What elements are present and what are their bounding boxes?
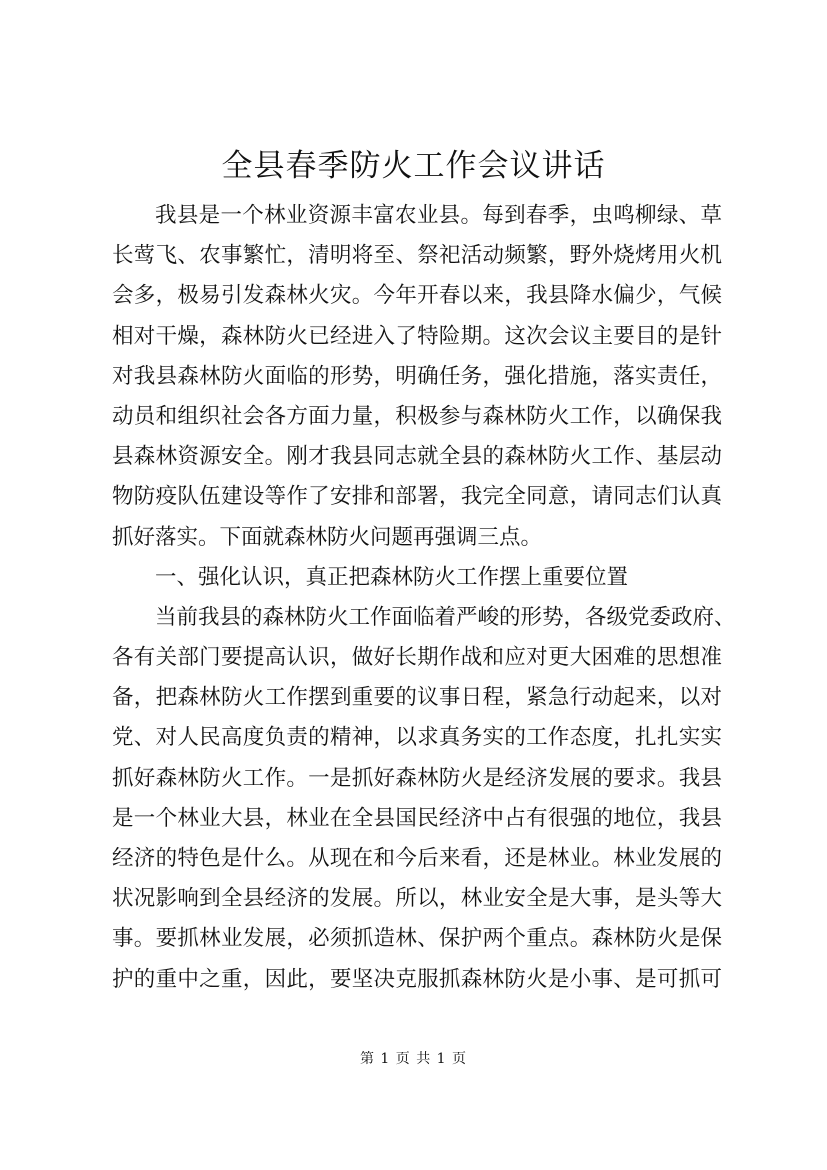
paragraph-line: 对我县森林防火面临的形势，明确任务，强化措施，落实责任， xyxy=(112,363,722,389)
paragraph-line: 动员和组织社会各方面力量，积极参与森林防火工作，以确保我 xyxy=(112,403,722,429)
paragraph-line: 相对干燥，森林防火已经进入了特险期。这次会议主要目的是针 xyxy=(112,323,722,349)
paragraph-line: 护的重中之重，因此，要坚决克服抓森林防火是小事、是可抓可 xyxy=(112,966,722,992)
paragraph-line: 党、对人民高度负责的精神，以求真务实的工作态度，扎扎实实 xyxy=(112,725,722,751)
paragraph-line: 经济的特色是什么。从现在和今后来看，还是林业。林业发展的 xyxy=(112,846,722,871)
paragraph-line: 抓好森林防火工作。一是抓好森林防火是经济发展的要求。我县 xyxy=(112,765,722,791)
document-title: 全县春季防火工作会议讲话 xyxy=(221,148,606,184)
document-body xyxy=(112,196,736,1000)
paragraph-line: 长莺飞、农事繁忙，清明将至、祭祀活动频繁，野外烧烤用火机 xyxy=(112,243,722,269)
paragraph-line: 当前我县的森林防火工作面临着严峻的形势，各级党委政府、 xyxy=(155,604,736,630)
paragraph-line: 是一个林业大县，林业在全县国民经济中占有很强的地位，我县 xyxy=(112,805,722,831)
paragraph-line: 县森林资源安全。刚才我县同志就全县的森林防火工作、基层动 xyxy=(112,444,722,470)
paragraph-line: 备，把森林防火工作摆到重要的议事日程，紧急行动起来，以对 xyxy=(112,685,722,711)
paragraph-line: 事。要抓林业发展，必须抓造林、保护两个重点。森林防火是保 xyxy=(112,926,722,952)
page-number-footer: 第 1 页 共 1 页 xyxy=(359,1051,468,1067)
paragraph-line: 各有关部门要提高认识，做好长期作战和应对更大困难的思想准 xyxy=(112,645,722,671)
paragraph-line: 抓好落实。下面就森林防火问题再强调三点。 xyxy=(112,524,543,550)
paragraph-line: 状况影响到全县经济的发展。所以，林业安全是大事，是头等大 xyxy=(112,886,722,912)
section-heading: 一、强化认识，真正把森林防火工作摆上重要位置 xyxy=(155,564,629,590)
paragraph-line: 会多，极易引发森林火灾。今年开春以来，我县降水偏少，气候 xyxy=(112,283,722,309)
paragraph-line: 物防疫队伍建设等作了安排和部署，我完全同意，请同志们认真 xyxy=(112,484,722,510)
paragraph-line: 我县是一个林业资源丰富农业县。每到春季，虫鸣柳绿、草 xyxy=(155,203,722,228)
